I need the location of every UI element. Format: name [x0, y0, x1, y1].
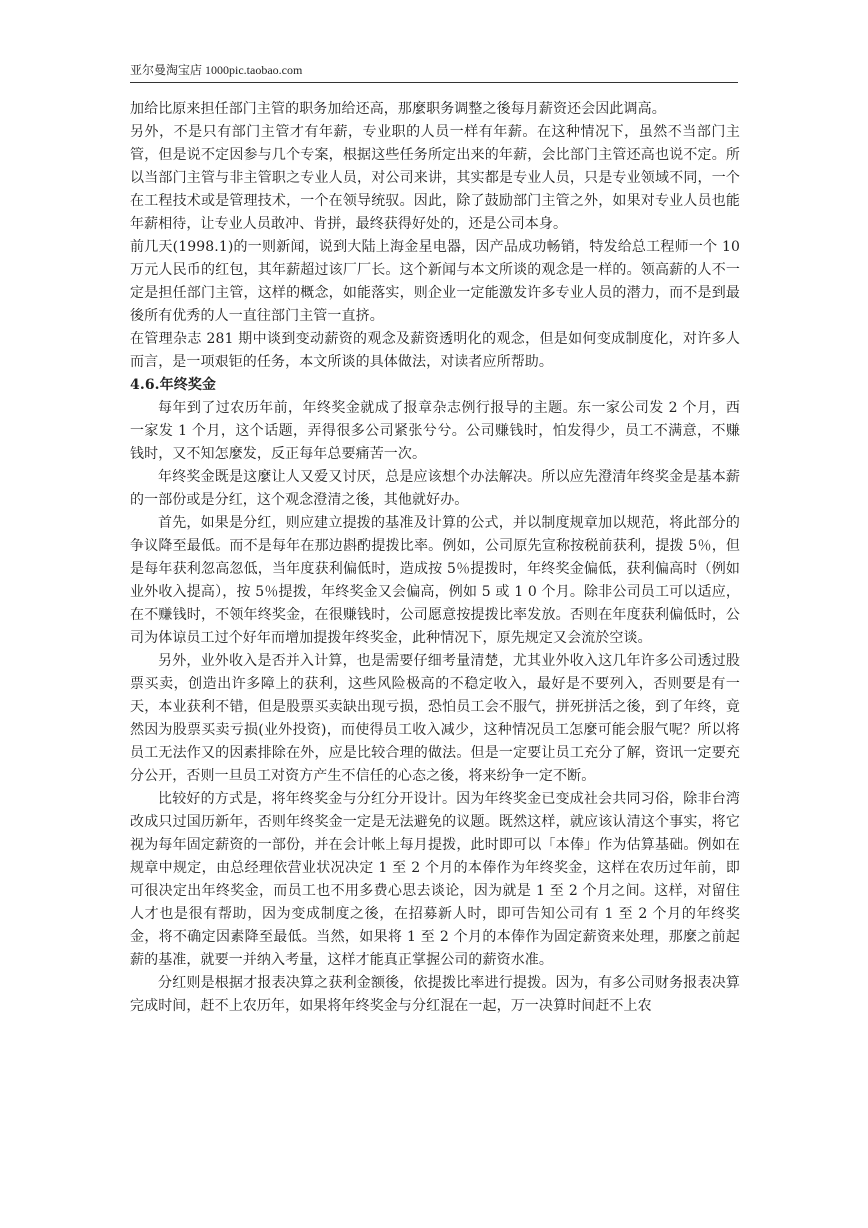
paragraph: 分红则是根据才报表决算之获利金额後，依提拨比率进行提拨。因为，有多公司财务报表决算完成时间，赶不上农历年，如果将年终奖金与分红混在一起，万一决算时间赶不上农 — [130, 975, 740, 1014]
paragraph: 加给比原来担任部门主管的职务加给还高，那麼职务调整之後每月薪资还会因此调高。 — [130, 101, 666, 117]
paragraph: 在管理杂志 281 期中谈到变动薪资的观念及薪资透明化的观念，但是如何变成制度化，对许多人而言，是一项艰钜的任务，本文所谈的具体做法，对读者应所帮助。 — [130, 331, 740, 370]
paragraph: 每年到了过农历年前，年终奖金就成了报章杂志例行报导的主题。东一家公司发 2 个月，西一家发 1 个月，这个话题，弄得很多公司紧张兮兮。公司赚钱时，怕发得少，员工不满意，不赚钱时，又不知怎麼发，反正每年总要痛苦一次。 — [130, 400, 740, 462]
paragraph: 另外，业外收入是否并入计算，也是需要仔细考量清楚，尤其业外收入这几年许多公司透过股票买卖，创造出许多障上的获利，这些风险极高的不稳定收入，最好是不要列入，否则要是有一天，本业获利不错，但是股票买卖缺出现亏损，恐怕员工会不服气，拼死拼活之後，到了年终，竟然因为股票买卖亏损(业外投资)，而使得员工收入减少，这种情况员工怎麼可能会服气呢？所以将员工无法作又的因素排除在外，应是比较合理的做法。但是一定要让员工充分了解，资讯一定要充分公开，否则一旦员工对资方产生不信任的心态之後，将来纷争一定不断。 — [130, 653, 740, 784]
paragraph: 年终奖金既是这麼让人又爱又讨厌，总是应该想个办法解决。所以应先澄清年终奖金是基本薪的一部份或是分红，这个观念澄清之後，其他就好办。 — [130, 469, 740, 508]
paragraph: 前几天(1998.1)的一则新闻，说到大陆上海金星电器，因产品成功畅销，特发给总工程师一个 10 万元人民币的红包，其年薪超过该厂厂长。这个新闻与本文所谈的观念是一样的。领高薪的人不一定是担任部门主管，这样的概念，如能落实，则企业一定能激发许多专业人员的潜力，而不是到最後所有优秀的人一直往部门主管一直挤。 — [130, 239, 740, 324]
paragraph: 比较好的方式是，将年终奖金与分红分开设计。因为年终奖金已变成社会共同习俗，除非台湾改成只过国历新年，否则年终奖金一定是无法避免的议题。既然这样，就应该认清这个事实，将它视为每年固定薪资的一部份，并在会计帐上每月提拨，此时即可以「本俸」作为估算基础。例如在规章中规定，由总经理依营业状况决定 1 至 2 个月的本俸作为年终奖金，这样在农历过年前，即可很决定出年终奖金，而员工也不用多费心思去谈论，因为就是 1 至 2 个月之间。这样，对留住人才也是很有帮助，因为变成制度之後，在招募新人时，即可告知公司有 1 至 2 个月的年终奖金，将不确定因素降至最低。当然，如果将 1 至 2 个月的本俸作为固定薪资来处理，那麼之前起薪的基准，就要一并纳入考量，这样才能真正掌握公司的薪资水准。 — [130, 791, 740, 968]
paragraph: 首先，如果是分红，则应建立提拨的基准及计算的公式，并以制度规章加以规范，将此部分的争议降至最低。而不是每年在那边斟酌提拨比率。例如，公司原先宣称按税前获利，提拨 5％，但是每年获利忽高忽低，当年度获利偏低时，造成按 5％提拨时，年终奖金偏低，获利偏高时（例如业外收入提高），按 5％提拨，年终奖金又会偏高，例如 5 或 1 0 个月。除非公司员工可以适应，在不赚钱时，不领年终奖金，在很赚钱时，公司愿意按提拨比率发放。否则在年度获利偏低时，公司为体谅员工过个好年而增加提拨年终奖金，此种情况下，原先规定又会流於空谈。 — [130, 515, 740, 646]
section-heading: 4.6.年终奖金 — [130, 377, 217, 393]
document-body — [130, 98, 740, 1018]
paragraph: 另外，不是只有部门主管才有年薪，专业职的人员一样有年薪。在这种情况下，虽然不当部门主管，但是说不定因参与几个专案，根据这些任务所定出来的年薪，会比部门主管还高也说不定。所以当部门主管与非主管职之专业人员，对公司来讲，其实都是专业人员，只是专业领域不同，一个在工程技术或是管理技术，一个在领导统驭。因此，除了鼓励部门主管之外，如果对专业人员也能年薪相待，让专业人员敢冲、肯拼，最终获得好处的，还是公司本身。 — [130, 124, 740, 232]
page-header — [130, 62, 738, 83]
header-text: 亚尔曼淘宝店 1000pic.taobao.com — [130, 63, 303, 77]
